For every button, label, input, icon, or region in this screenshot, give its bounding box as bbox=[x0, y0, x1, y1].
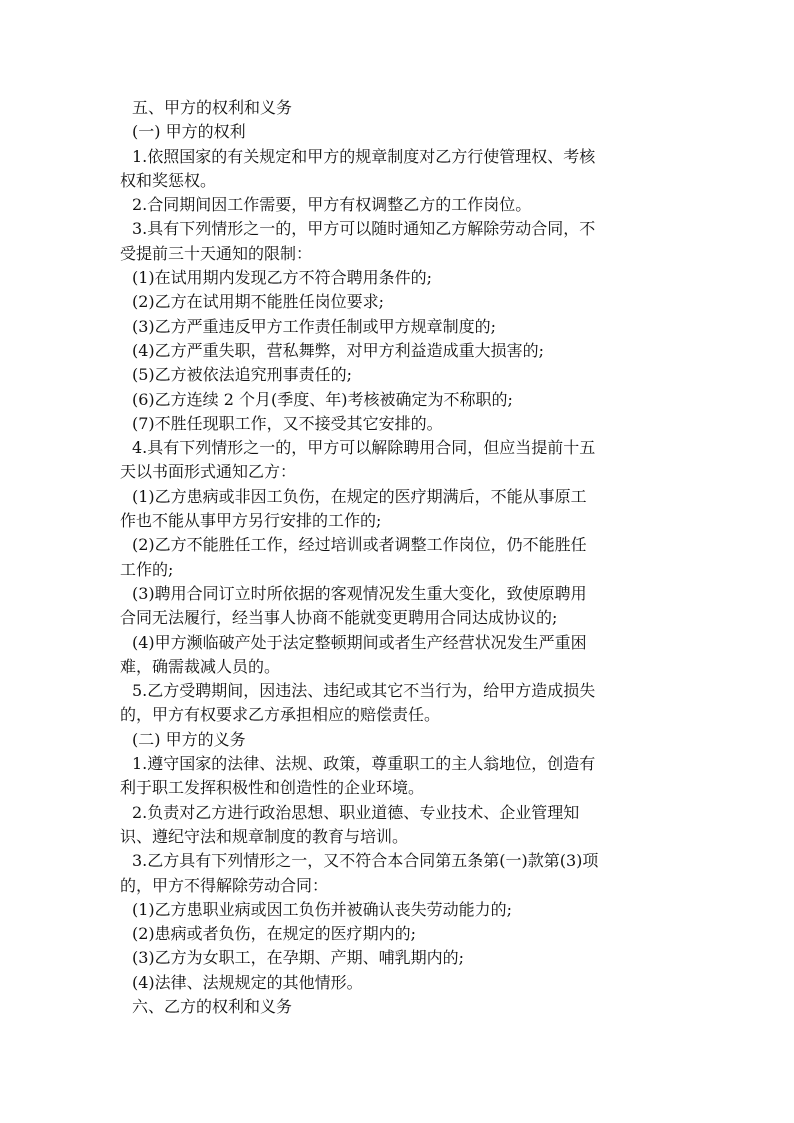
list-item: (3)乙方为女职工，在孕期、产期、哺乳期内的; bbox=[132, 948, 465, 968]
paragraph-line: 受提前三十天通知的限制： bbox=[120, 243, 313, 263]
list-item: (1)乙方患职业病或因工负伤并被确认丧失劳动能力的; bbox=[132, 899, 513, 919]
paragraph-line: 3.乙方具有下列情形之一，又不符合本合同第五条第(一)款第(3)项 bbox=[132, 851, 599, 871]
section-heading-6: 六、乙方的权利和义务 bbox=[132, 996, 293, 1016]
list-item: (7)不胜任现职工作，又不接受其它安排的。 bbox=[132, 413, 443, 433]
section-heading-5: 五、甲方的权利和义务 bbox=[132, 98, 293, 117]
list-item: (2)患病或者负伤，在规定的医疗期内的; bbox=[132, 924, 417, 944]
list-item: (1)在试用期内发现乙方不符合聘用条件的; bbox=[132, 268, 433, 288]
subsection-heading: (一) 甲方的权利 bbox=[132, 122, 246, 142]
paragraph-line: 2.合同期间因工作需要，甲方有权调整乙方的工作岗位。 bbox=[132, 195, 532, 215]
list-item-continuation: 工作的; bbox=[120, 559, 174, 579]
document-body bbox=[120, 96, 675, 1019]
list-item-continuation: 难，确需裁减人员的。 bbox=[120, 656, 281, 676]
paragraph-line: 2.负责对乙方进行政治思想、职业道德、专业技术、企业管理知 bbox=[132, 802, 580, 822]
list-item: (3)乙方严重违反甲方工作责任制或甲方规章制度的; bbox=[132, 316, 497, 336]
list-item: (6)乙方连续 2 个月(季度、年)考核被确定为不称职的; bbox=[132, 389, 513, 409]
list-item: (5)乙方被依法追究刑事责任的; bbox=[132, 365, 353, 385]
list-item-continuation: 合同无法履行，经当事人协商不能就变更聘用合同达成协议的; bbox=[120, 608, 558, 628]
list-item: (2)乙方在试用期不能胜任岗位要求; bbox=[132, 292, 385, 312]
list-item: (2)乙方不能胜任工作，经过培训或者调整工作岗位，仍不能胜任 bbox=[132, 535, 587, 555]
paragraph-line: 1.依照国家的有关规定和甲方的规章制度对乙方行使管理权、考核 bbox=[132, 146, 596, 166]
paragraph-line: 天以书面形式通知乙方： bbox=[120, 462, 297, 482]
list-item: (4)甲方濒临破产处于法定整顿期间或者生产经营状况发生严重困 bbox=[132, 632, 587, 652]
paragraph-line: 识、遵纪守法和规章制度的教育与培训。 bbox=[120, 826, 409, 846]
paragraph-line: 5.乙方受聘期间，因违法、违纪或其它不当行为，给甲方造成损失 bbox=[132, 681, 596, 701]
list-item-continuation: 作也不能从事甲方另行安排的工作的; bbox=[120, 511, 382, 531]
list-item: (1)乙方患病或非因工负伤，在规定的医疗期满后，不能从事原工 bbox=[132, 486, 587, 506]
paragraph-line: 的，甲方不得解除劳动合同： bbox=[120, 875, 329, 895]
list-item: (4)法律、法规规定的其他情形。 bbox=[132, 972, 363, 992]
list-item: (3)聘用合同订立时所依据的客观情况发生重大变化，致使原聘用 bbox=[132, 583, 587, 603]
paragraph-line: 利于职工发挥积极性和创造性的企业环境。 bbox=[120, 778, 425, 798]
paragraph-line: 1.遵守国家的法律、法规、政策，尊重职工的主人翁地位，创造有 bbox=[132, 754, 596, 774]
subsection-heading: (二) 甲方的义务 bbox=[132, 729, 246, 749]
paragraph-line: 3.具有下列情形之一的，甲方可以随时通知乙方解除劳动合同，不 bbox=[132, 219, 596, 239]
paragraph-line: 的，甲方有权要求乙方承担相应的赔偿责任。 bbox=[120, 705, 441, 725]
paragraph-line: 权和奖惩权。 bbox=[120, 170, 217, 190]
list-item: (4)乙方严重失职，营私舞弊，对甲方利益造成重大损害的; bbox=[132, 340, 545, 360]
paragraph-line: 4.具有下列情形之一的，甲方可以解除聘用合同，但应当提前十五 bbox=[132, 438, 596, 458]
